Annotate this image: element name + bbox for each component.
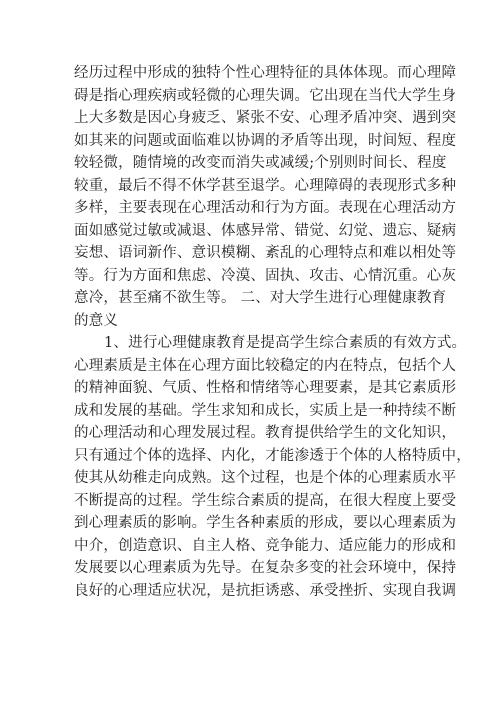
paragraph-first-line: 1、进行心理健康教育是提高学生综合素质的有效方式。 — [104, 335, 467, 351]
text-line: 心理素质是主体在心理方面比较稳定的内在特点，包括个人 — [74, 357, 457, 374]
text-line: 碍是指心理疾病或轻微的心理失调。它出现在当代大学生身 — [74, 87, 457, 104]
text-line: 意冷，甚至痛不欲生等。 二、对大学生进行心理健康教育 — [74, 290, 447, 306]
text-line: 妄想、语词新作、意识模糊、紊乱的心理特点和难以相处等 — [74, 245, 457, 261]
text-line: 等。行为方面和焦虑、冷漠、固执、攻击、心情沉重。心灰 — [74, 267, 457, 284]
section-heading-end: 的意义 — [74, 312, 119, 329]
text-line: 使其从幼稚走向成熟。这个过程，也是个体的心理素质水平 — [74, 470, 457, 486]
text-line: 成和发展的基础。学生求知和成长，实质上是一种持续不断 — [74, 402, 457, 419]
text-line: 不断提高的过程。学生综合素质的提高，在很大程度上要受 — [74, 492, 457, 509]
text-line: 如其来的问题或面临难以协调的矛盾等出现，时间短、程度 — [74, 132, 457, 149]
text-line: 经历过程中形成的独特个性心理特征的具体体现。而心理障 — [74, 65, 457, 81]
text-line: 面如感觉过敏或减退、体感异常、错觉、幻觉、遗忘、疑病 — [74, 222, 457, 239]
text-line: 中介，创造意识、自主人格、竞争能力、适应能力的形成和 — [74, 537, 457, 554]
text-line: 多样，主要表现在心理活动和行为方面。表现在心理活动方 — [74, 200, 457, 216]
text-line: 到心理素质的影响。学生各种素质的形成，要以心理素质为 — [74, 515, 457, 531]
text-line: 发展要以心理素质为先导。在复杂多变的社会环境中，保持 — [74, 560, 457, 576]
text-line: 上大多数是因心身疲乏、紧张不安、心理矛盾冲突、遇到突 — [74, 110, 457, 126]
text-line: 良好的心理适应状况，是抗拒诱惑、承受挫折、实现自我调 — [74, 582, 457, 599]
text-line: 的心理活动和心理发展过程。教育提供给学生的文化知识， — [74, 425, 457, 441]
text-line: 较重，最后不得不休学甚至退学。心理障碍的表现形式多种 — [74, 177, 457, 194]
text-line: 只有通过个体的选择、内化，才能渗透于个体的人格特质中， — [74, 447, 471, 464]
body-text — [74, 62, 471, 602]
text-line: 较轻微，随情境的改变而消失或减缓;个别则时间长、程度 — [74, 155, 447, 171]
text-line: 的精神面貌、气质、性格和情绪等心理要素，是其它素质形 — [74, 380, 457, 396]
